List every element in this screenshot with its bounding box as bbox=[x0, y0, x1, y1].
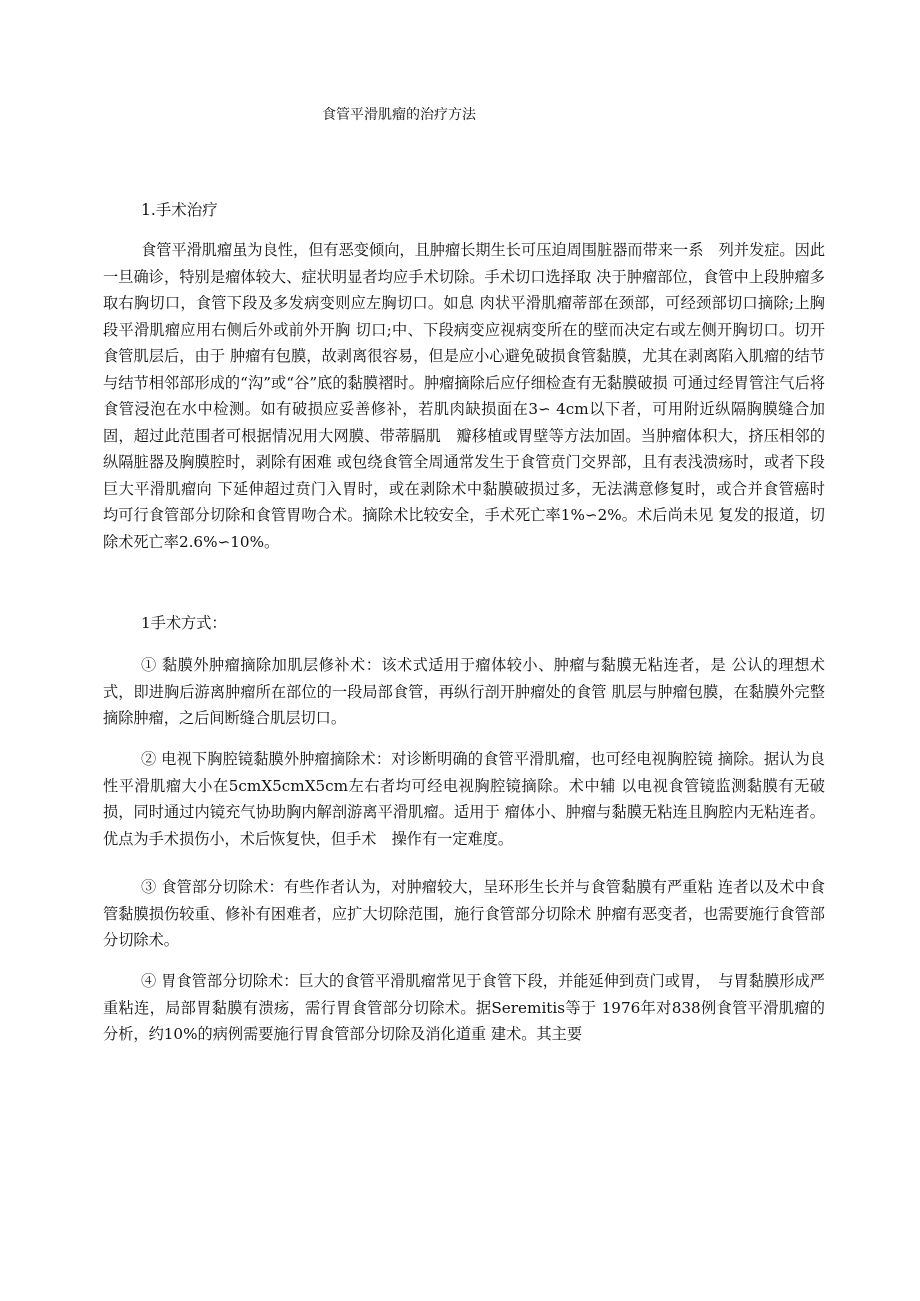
paragraph-surgery-overview: 食管平滑肌瘤虽为良性，但有恶变倾向，且肿瘤长期生长可压迫周围脏器而带来一系 列并发症。因此一旦确诊，特别是瘤体较大、症状明显者均应手术切除。手术切口选择取 决于肿瘤部位，食管中上段肿瘤多取右胸切口，食管下段及多发病变则应左胸切口。如息 肉状平滑肌瘤蒂部在颈部，可经颈部切口摘除;上胸段平滑肌瘤应用右侧后外或前外开胸 切口;中、下段病变应视病变所在的壁而决定右或左侧开胸切口。切开食管肌层后，由于 肿瘤有包膜，故剥离很容易，但是应小心避免破损食管黏膜，尤其在剥离陷入肌瘤的结节 与结节相邻部形成的“沟”或“谷”底的黏膜褶时。肿瘤摘除后应仔细检查有无黏膜破损 可通过经胃管注气后将食管浸泡在水中检测。如有破损应妥善修补，若肌肉缺损面在3∽ 4cm以下者，可用附近纵隔胸膜缝合加固，超过此范围者可根据情况用大网膜、带蒂膈肌 瓣移植或胃壁等方法加固。当肿瘤体积大，挤压相邻的纵隔脏器及胸膜腔时，剥除有困难 或包绕食管全周通常发生于食管贲门交界部，且有表浅溃疡时，或者下段巨大平滑肌瘤向 下延伸超过贲门入胃时，或在剥除术中黏膜破损过多，无法满意修复时，或合并食管癌时 均可行食管部分切除和食管胃吻合术。摘除术比较安全，手术死亡率1%∽2%。术后尚未见 复发的报道，切除术死亡率2.6%∽10%。 bbox=[103, 241, 841, 551]
paragraph-method-3: ③ 食管部分切除术：有些作者认为，对肿瘤较大，呈环形生长并与食管黏膜有严重粘 连者以及术中食管黏膜损伤较重、修补有困难者，应扩大切除范围，施行食管部分切除术 肿瘤有恶变者，也需要施行食管部分切除术。 bbox=[103, 878, 825, 949]
paragraph-method-4: ④ 胃食管部分切除术：巨大的食管平滑肌瘤常见于食管下段，并能延伸到贲门或胃， 与胃黏膜形成严重粘连，局部胃黏膜有溃疡，需行胃食管部分切除术。据Seremitis等于 1976年对838例食管平滑肌瘤的分析，约10%的病例需要施行胃食管部分切除及消化道重 建术。其主要 bbox=[103, 972, 825, 1043]
section-heading-surgery: 1.手术治疗 bbox=[141, 201, 218, 219]
paragraph-method-2: ② 电视下胸腔镜黏膜外肿瘤摘除术：对诊断明确的食管平滑肌瘤，也可经电视胸腔镜 摘除。据认为良性平滑肌瘤大小在5cmX5cmX5cm左右者均可经电视胸腔镜摘除。术中辅 以电视食管镜监测黏膜有无破损，同时通过内镜充气协助胸内解剖游离平滑肌瘤。适用于 瘤体小、肿瘤与黏膜无粘连且胸腔内无粘连者。优点为手术损伤小，术后恢复快，但手术 操作有一定难度。 bbox=[103, 750, 825, 848]
document-title: 食管平滑肌瘤的治疗方法 bbox=[322, 107, 476, 123]
paragraph-method-1: ① 黏膜外肿瘤摘除加肌层修补术：该术式适用于瘤体较小、肿瘤与黏膜无粘连者，是 公认的理想术式，即进胸后游离肿瘤所在部位的一段局部食管，再纵行剖开肿瘤处的食管 肌层与肿瘤包膜，在黏膜外完整摘除肿瘤，之后间断缝合肌层切口。 bbox=[103, 656, 825, 727]
paragraph-surgery-methods-heading: 1手术方式： bbox=[141, 614, 227, 632]
